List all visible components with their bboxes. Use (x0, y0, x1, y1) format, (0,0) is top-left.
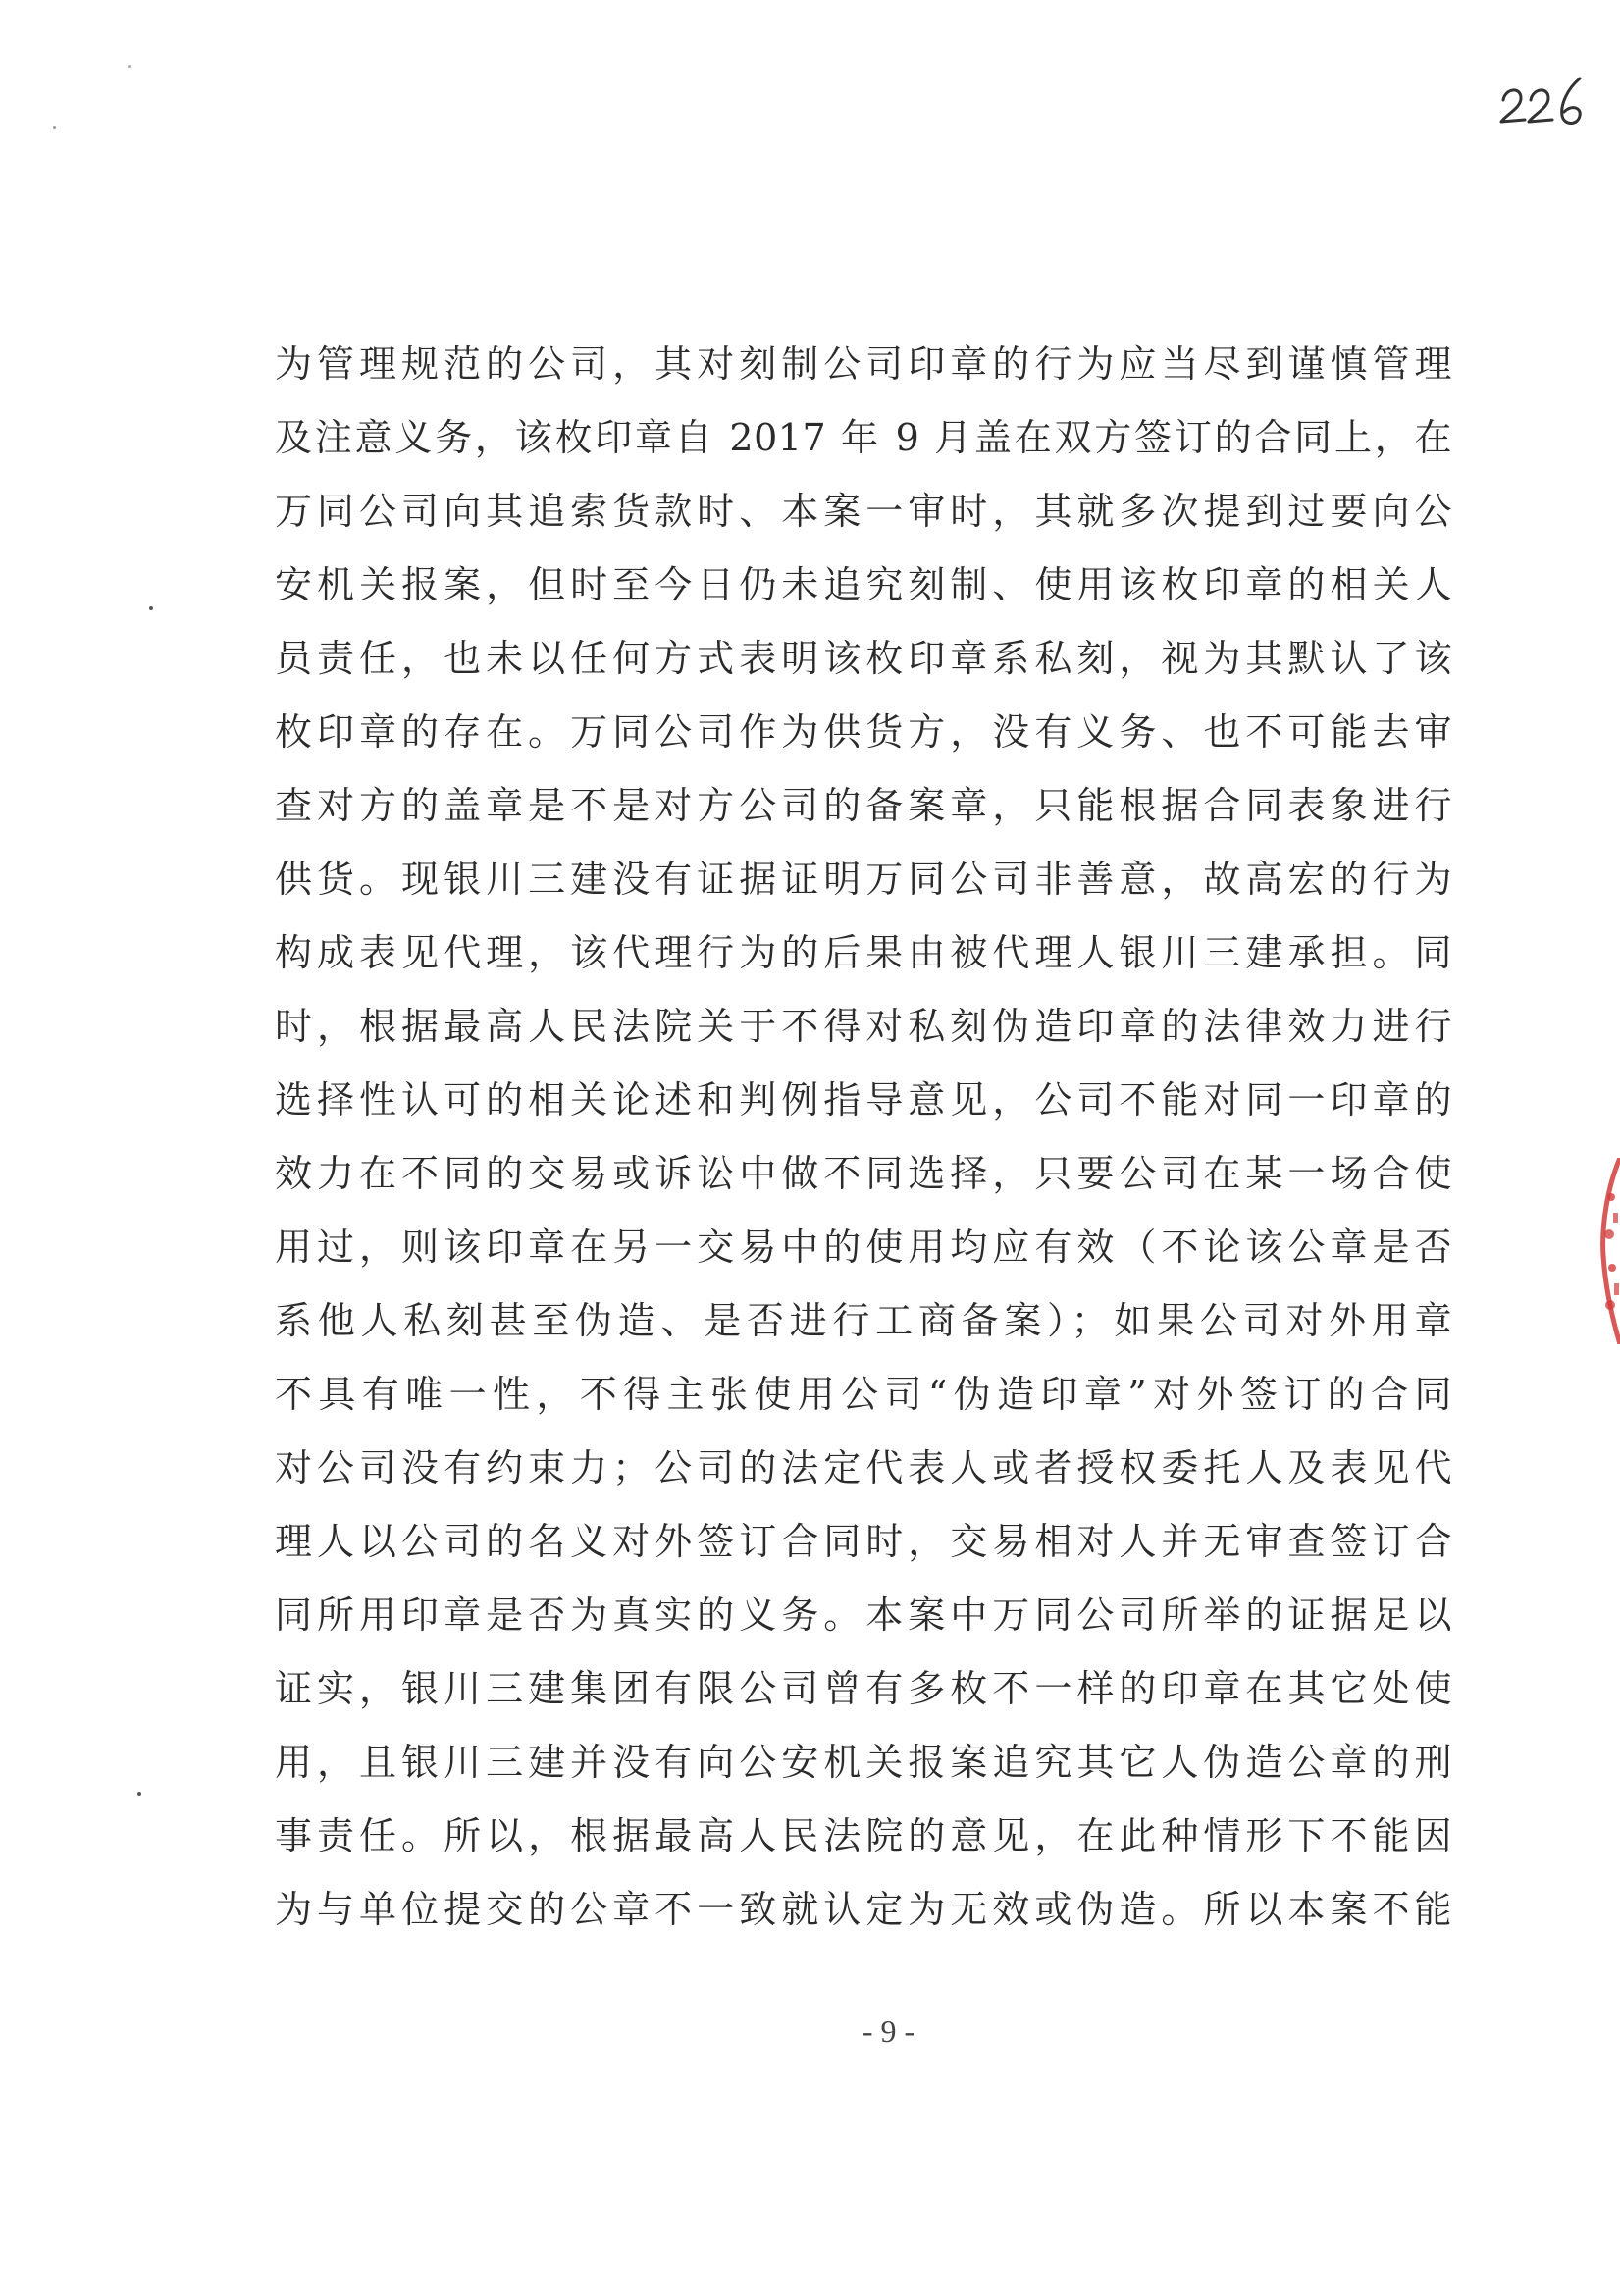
text-line: 系他人私刻甚至伪造、是否进行工商备案）；如果公司对外用章 (275, 1299, 1452, 1342)
text-line: 选择性认可的相关论述和判例指导意见，公司不能对同一印章的 (275, 1078, 1452, 1122)
text-line: 不具有唯一性，不得主张使用公司“伪造印章”对外签订的合同 (275, 1373, 1452, 1416)
scan-speck (137, 1792, 141, 1796)
text-line: 员责任，也未以任何方式表明该枚印章系私刻，视为其默认了该 (275, 637, 1452, 680)
scan-speck (149, 606, 153, 610)
scan-speck (53, 126, 56, 129)
text-line: 效力在不同的交易或诉讼中做不同选择，只要公司在某一场合使 (275, 1152, 1452, 1195)
text-line: 理人以公司的名义对外签订合同时，交易相对人并无审查签订合 (275, 1520, 1452, 1563)
handwritten-226-icon (1495, 71, 1603, 133)
red-seal-edge (1594, 1158, 1620, 1344)
text-line: 及注意义务，该枚印章自 2017 年 9 月盖在双方签订的合同上，在 (275, 416, 1452, 459)
text-line: 为与单位提交的公章不一致就认定为无效或伪造。所以本案不能 (275, 1888, 1452, 1931)
text-line: 同所用印章是否为真实的义务。本案中万同公司所举的证据足以 (275, 1593, 1452, 1637)
scan-speck (128, 65, 131, 68)
text-line: 构成表见代理，该代理行为的后果由被代理人银川三建承担。同 (275, 931, 1452, 974)
text-line: 万同公司向其追索货款时、本案一审时，其就多次提到过要向公 (275, 490, 1452, 533)
body-text (275, 328, 1452, 1947)
text-line: 对公司没有约束力；公司的法定代表人或者授权委托人及表见代 (275, 1446, 1452, 1489)
page-number: - 9 - (862, 2013, 915, 2049)
text-line: 供货。现银川三建没有证据证明万同公司非善意，故高宏的行为 (275, 858, 1452, 901)
seal-fragment-icon (1594, 1158, 1620, 1344)
handwritten-page-annotation (1495, 71, 1603, 133)
text-line: 事责任。所以，根据最高人民法院的意见，在此种情形下不能因 (275, 1814, 1452, 1857)
text-line: 证实，银川三建集团有限公司曾有多枚不一样的印章在其它处使 (275, 1667, 1452, 1710)
text-line: 为管理规范的公司，其对刻制公司印章的行为应当尽到谨慎管理 (275, 342, 1452, 386)
text-line: 用，且银川三建并没有向公安机关报案追究其它人伪造公章的刑 (275, 1741, 1452, 1784)
text-line: 时，根据最高人民法院关于不得对私刻伪造印章的法律效力进行 (275, 1005, 1452, 1048)
text-line: 安机关报案，但时至今日仍未追究刻制、使用该枚印章的相关人 (275, 563, 1452, 606)
text-line: 枚印章的存在。万同公司作为供货方，没有义务、也不可能去审 (275, 710, 1452, 754)
text-line: 查对方的盖章是不是对方公司的备案章，只能根据合同表象进行 (275, 784, 1452, 827)
text-line: 用过，则该印章在另一交易中的使用均应有效（不论该公章是否 (275, 1226, 1452, 1269)
